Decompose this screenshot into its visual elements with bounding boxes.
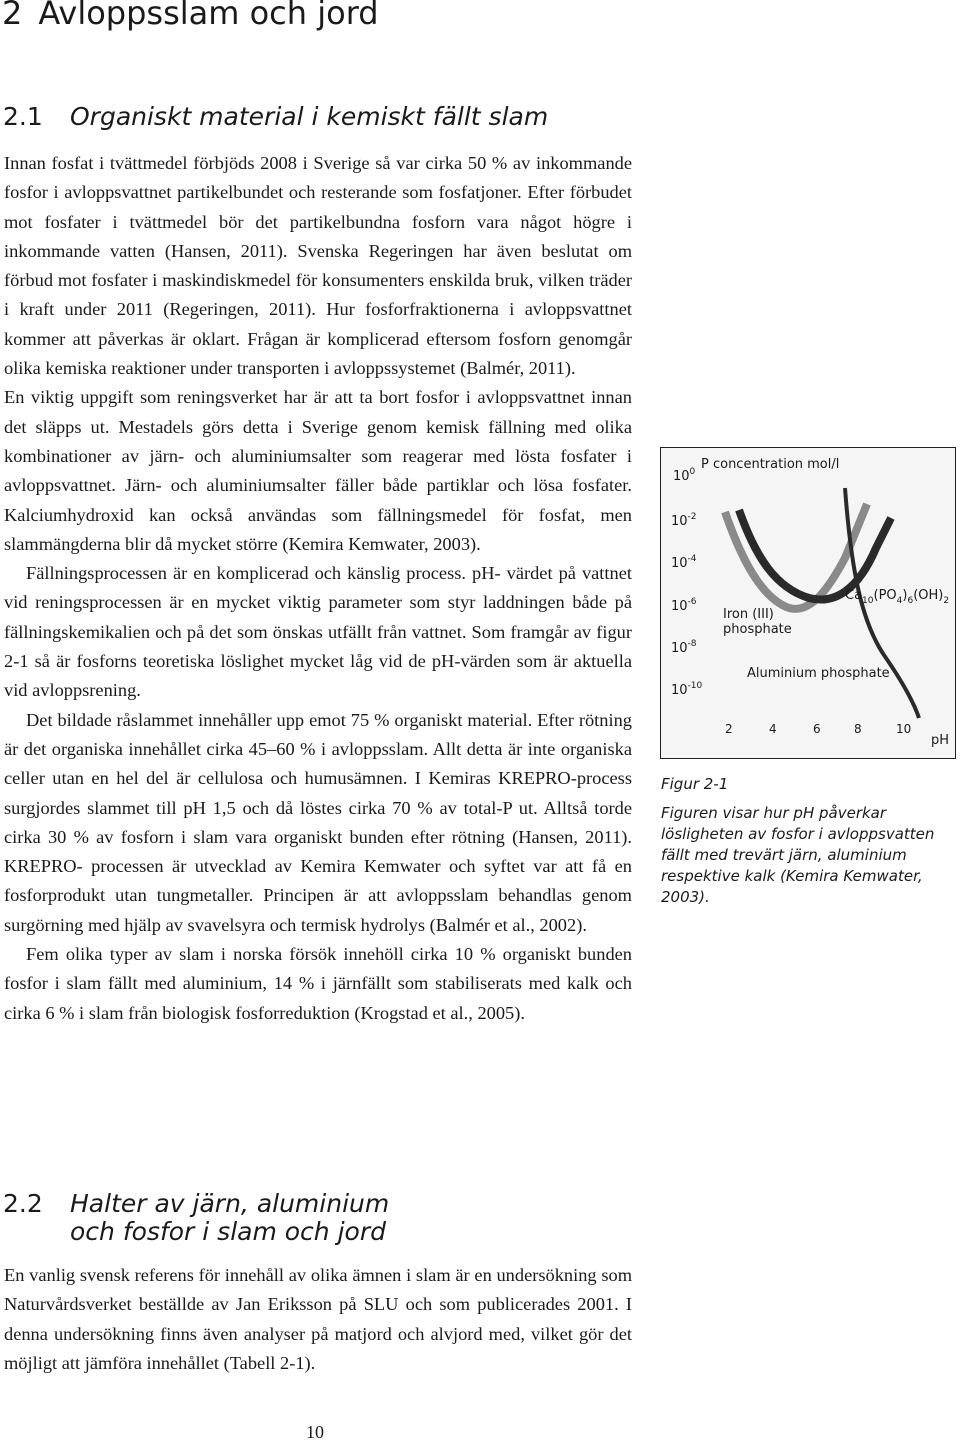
figure-label: Figur 2-1 [661,775,729,793]
page-number: 10 [306,1422,324,1442]
section-title-line2: och fosfor i slam och jord [70,1217,386,1246]
section-title: Organiskt material i kemiskt fällt slam [70,102,549,131]
section-heading-2-2 [3,1190,389,1246]
paragraph: En viktig uppgift som reningsverket har är att ta bort fosfor i avloppsvattnet innan det släpps ut. Mestadels görs detta i Sverige genom kemisk fällning med olika kombinationer av järn- och aluminiumsalter som reagerar med lösta fosfater i avloppsvattnet. Järn- och aluminiumsalter fäller både partiklar och lösa fosfater. Kalciumhydroxid kan också användas som fällningsmedel för fosfat, men slammängderna blir då mycket större (Kemira Kemwater, 2003). [4,387,632,554]
figure-2-1 [660,447,956,759]
x-tick-label: 10 [896,722,912,736]
chapter-title: Avloppsslam och jord [38,0,379,32]
x-tick-label: 8 [854,722,862,736]
x-tick-label: 4 [769,722,777,736]
paragraph: Fem olika typer av slam i norska försök innehöll cirka 10 % organiskt bunden fosfor i slam fällt med aluminium, 14 % i järnfällt som stabiliserats med kalk och cirka 6 % i slam från biologisk fosforreduktion (Krogstad et al., 2005). [4,944,632,1023]
x-tick-label: 2 [725,722,733,736]
chapter-number: 2 [2,0,23,32]
y-tick-label: $10^{-6}$ [671,597,697,614]
x-tick-label: 6 [813,722,821,736]
section-heading-2-1 [3,102,548,131]
aluminium-phosphate-label: Aluminium phosphate [747,666,890,681]
x-axis-title: pH [931,733,950,748]
section-2-1-body [4,149,632,1028]
y-axis-title: P concentration mol/l [701,457,840,472]
y-tick-label: $10^{-8}$ [671,639,697,656]
figure-caption [661,774,957,908]
paragraph: Fällningsprocessen är en komplicerad och känslig process. pH- värdet på vattnet vid reningsprocessen är en mycket viktig parameter som styr laddningen både på fällningskemikalien och på det som önskas utfällt från vattnet. Som framgår av figur 2-1 så är fosforns teoretiska löslighet mycket låg vid de pH-värden som är aktuella vid avloppsrening. [4,563,632,701]
y-tick-label: $10^0$ [673,467,696,484]
paragraph: Det bildade råslammet innehåller upp emot 75 % organiskt material. Efter rötning är det organiska innehållet cirka 45–60 % i avloppsslam. Allt detta är inte organiska celler utan en hel del är cellulosa och humusämnen. I Kemiras KREPRO-process surgjordes slammet till pH 1,5 och då löstes cirka 70 % av total-P ut. Alltså torde cirka 30 % av fosforn i slam vara organiskt bunden efter rötning (Hansen, 2011). KREPRO- processen är utvecklad av Kemira Kemwater och syftet var att få en fosforprodukt utan tungmetaller. Principen är att avloppsslam behandlas genom surgörning med hjälp av svavelsyra och termisk hydrolys (Balmér et al., 2002). [4,709,632,935]
y-tick-label: $10^{-2}$ [671,512,697,529]
paragraph: Innan fosfat i tvättmedel förbjöds 2008 i Sverige så var cirka 50 % av inkommande fosfor i avloppsvattnet partikelbundet och resterande som fosfatjoner. Efter förbudet mot fosfater i tvättmedel bör det partikelbundna fosforn vara något högre i inkommande vatten (Hansen, 2011). Svenska Regeringen har även beslutat om förbud mot fosfater i maskindiskmedel för konsumenters enskilda bruk, vilken träder i kraft under 2011 (Regeringen, 2011). Hur fosforfraktionerna i avloppsvattnet kommer att påverkas är oklart. Frågan är komplicerad eftersom fosforn genomgår olika kemiska reaktioner under transporten i avloppssystemet (Balmér, 2011). [4,153,632,379]
figure-caption-text: Figuren visar hur pH påverkar lösligheten av fosfor i avloppsvatten fällt med trevärt järn, aluminium respektive kalk (Kemira Kemwater, 2003). [661,804,935,906]
section-2-2-body [4,1261,632,1378]
calcium-phosphate-label: $Ca_{10}(PO_4)_6(OH)_2$ [845,588,950,606]
section-number: 2.2 [3,1189,43,1218]
iron-phosphate-label: Iron (III) phosphate [723,607,792,637]
y-tick-label: $10^{-10}$ [671,681,703,698]
solubility-chart [661,448,957,760]
section-number: 2.1 [3,102,43,131]
y-tick-label: $10^{-4}$ [671,554,697,571]
paragraph: En vanlig svensk referens för innehåll av olika ämnen i slam är en undersökning som Naturvårdsverket beställde av Jan Eriksson på SLU och som publicerades 2001. I denna undersökning finns även analyser på matjord och alvjord med, vilket gör det möjligt att jämföra innehållet (Tabell 2-1). [4,1265,632,1373]
chapter-heading [2,0,379,32]
section-title-line1: Halter av järn, aluminium [70,1189,390,1218]
